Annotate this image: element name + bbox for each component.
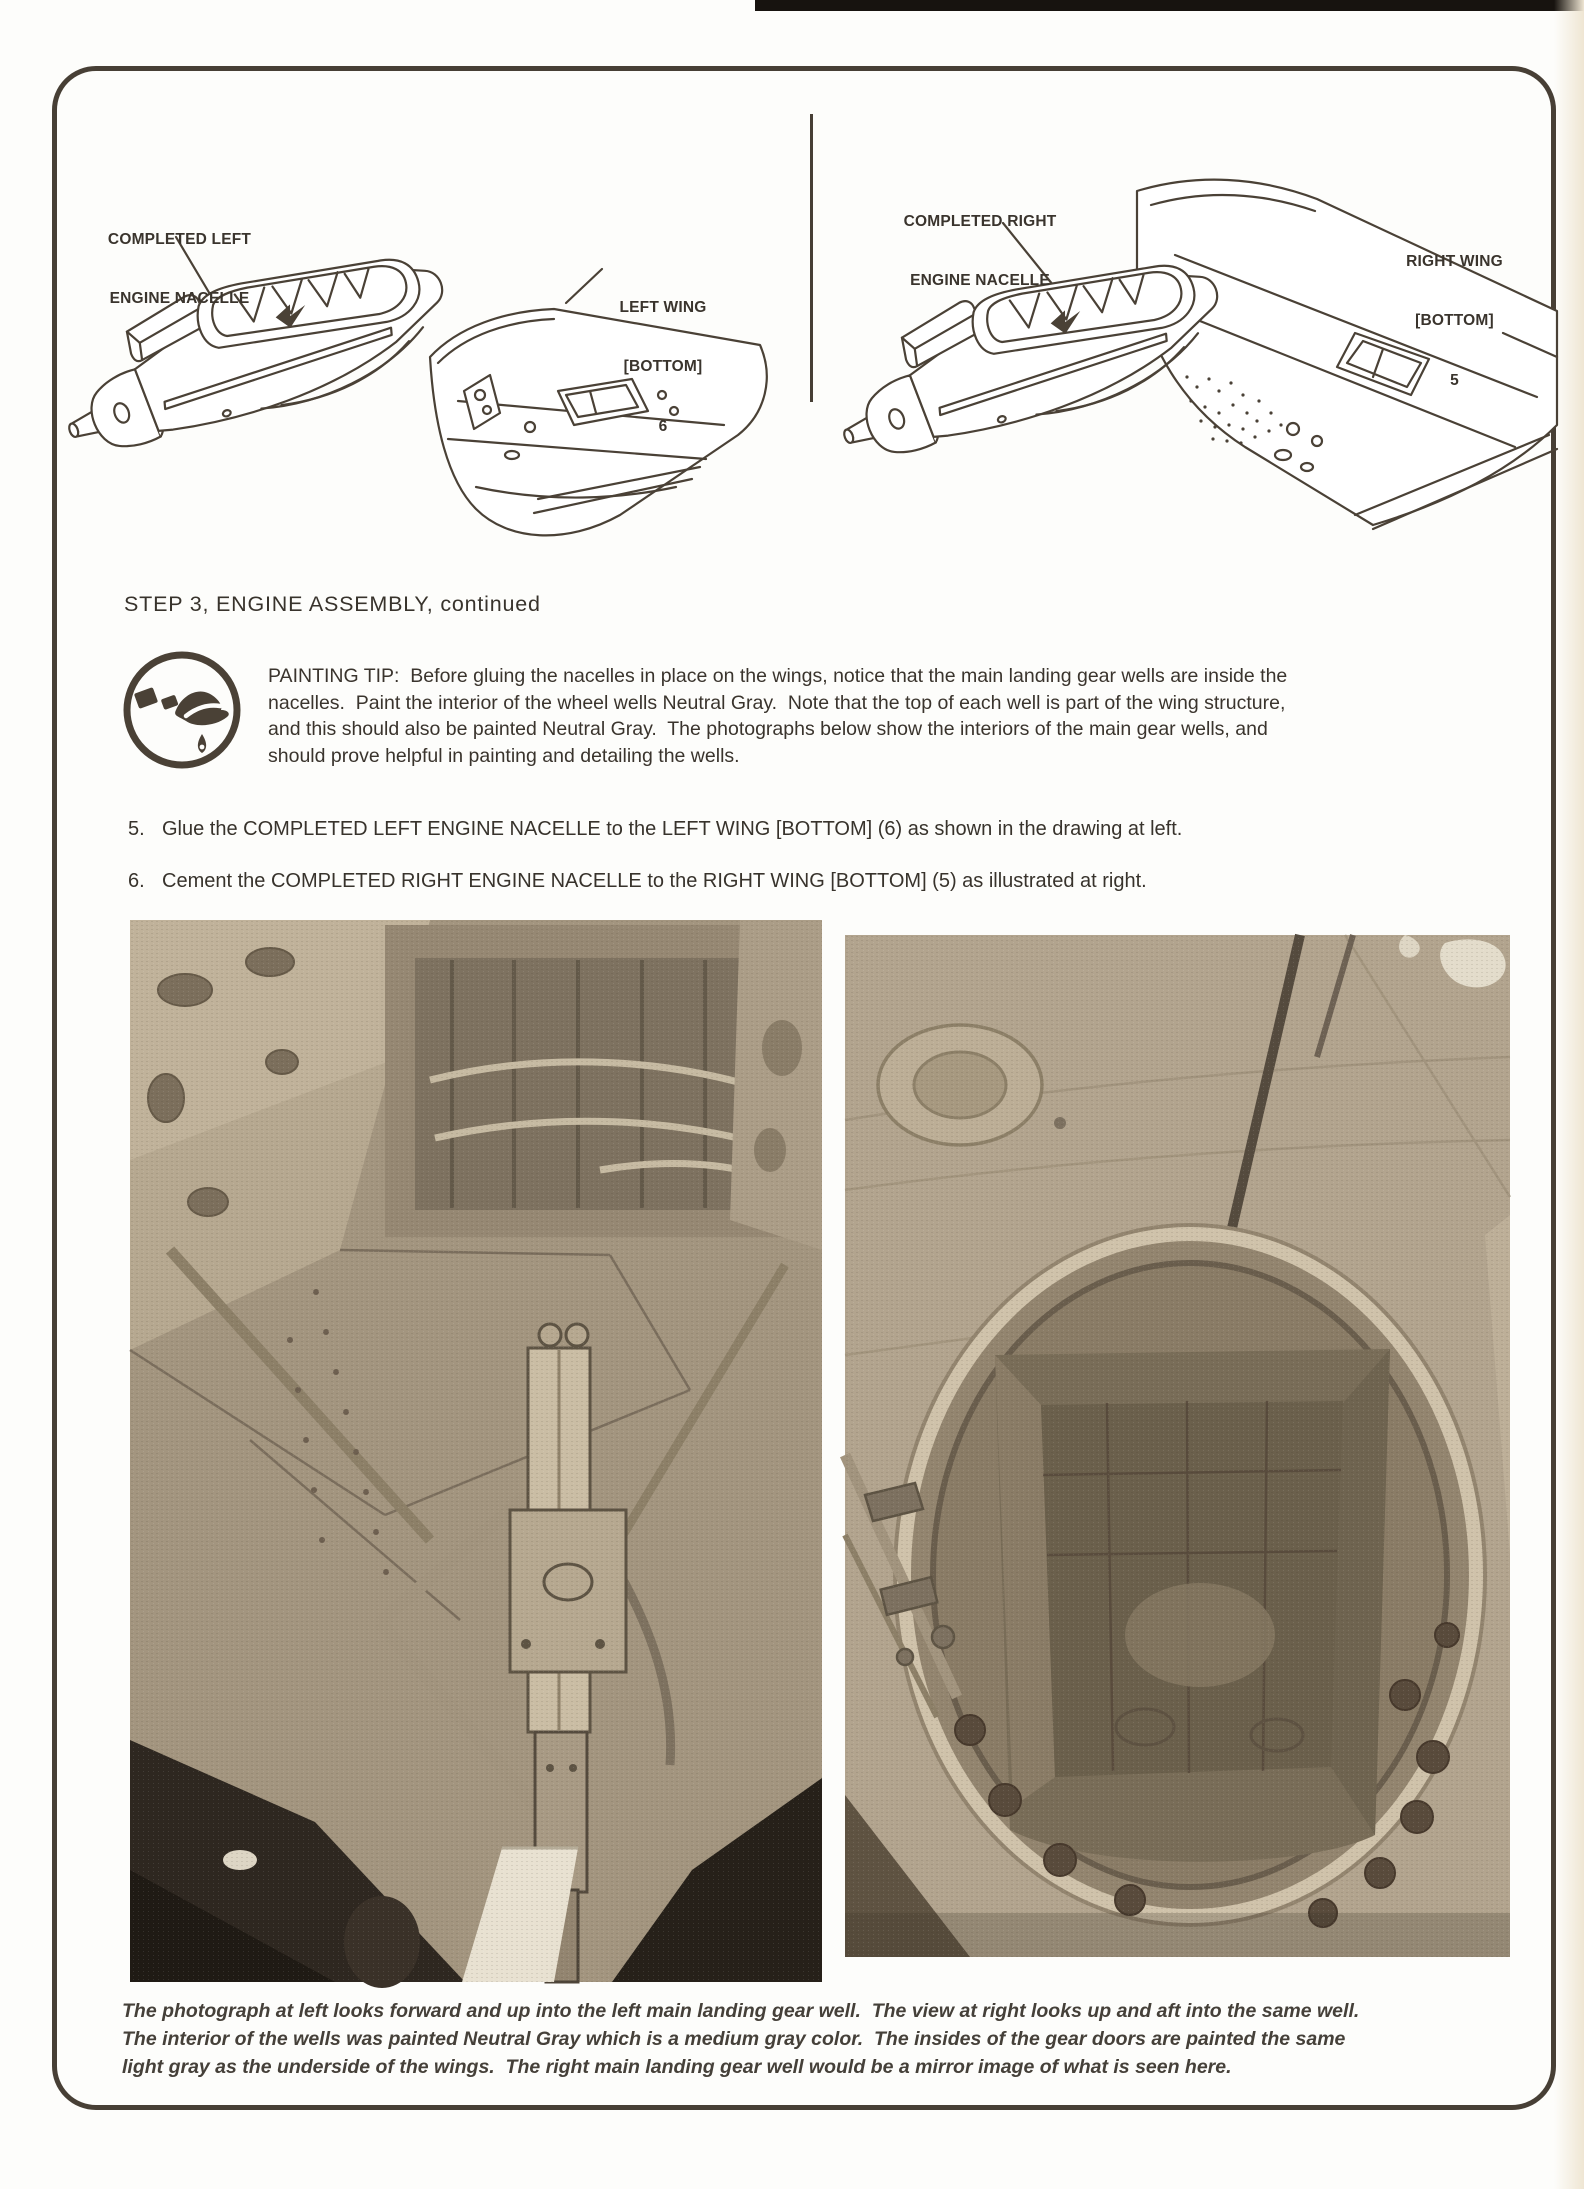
right-nacelle-label (886, 172, 1074, 331)
diagram-divider-line (810, 114, 813, 402)
label-line: [BOTTOM] (1415, 312, 1494, 330)
label-line: COMPLETED LEFT (107, 230, 252, 248)
step-6 (128, 870, 1448, 893)
scan-artifact-top-bar (755, 0, 1584, 11)
painting-tip-line: PAINTING TIP: Before gluing the nacelles in place on the wings, notice that the main landing gear wells are inside the (268, 665, 1288, 687)
label-line: LEFT WING (619, 298, 707, 316)
label-line: ENGINE NACELLE (109, 290, 250, 308)
label-line: [BOTTOM] (623, 358, 703, 376)
painting-tip (268, 663, 1538, 769)
left-nacelle-label (92, 190, 267, 349)
right-gear-well-photo (845, 935, 1510, 1957)
left-gear-well-photo (130, 920, 822, 1982)
step-number: 6. (128, 870, 145, 892)
label-line: RIGHT WING (1406, 252, 1503, 270)
caption-line: light gray as the underside of the wings. The right main landing gear well would be a mirror image of what is seen here. (122, 2056, 1232, 2078)
photo-caption (122, 1997, 1542, 2081)
paintbrush-icon (120, 648, 244, 772)
label-line: COMPLETED RIGHT (903, 212, 1057, 230)
step-text: Glue the COMPLETED LEFT ENGINE NACELLE to the LEFT WING [BOTTOM] (6) as shown in the drawing at left. (162, 818, 1183, 840)
label-line: ENGINE NACELLE (910, 272, 1050, 290)
painting-tip-line: nacelles. Paint the interior of the wheel wells Neutral Gray. Note that the top of each well is part of the wing structure, (268, 691, 1286, 714)
painting-tip-line: and this should also be painted Neutral Gray. The photographs below show the interiors of the main gear wells, and (268, 718, 1268, 740)
part-number: 6 (658, 417, 668, 435)
step-5 (128, 818, 1448, 841)
painting-tip-line: should prove helpful in painting and detailing the wells. (268, 744, 740, 767)
caption-line: The photograph at left looks forward and up into the left main landing gear well. The view at right looks up and aft into the same well. (122, 2000, 1360, 2022)
right-wing-label (1382, 212, 1527, 430)
caption-line: The interior of the wells was painted Neutral Gray which is a medium gray color. The insides of the gear doors are painted the same (122, 2028, 1346, 2050)
left-wing-label (588, 258, 738, 476)
part-number: 5 (1450, 371, 1459, 389)
step-number: 5. (128, 818, 145, 840)
step-text: Cement the COMPLETED RIGHT ENGINE NACELLE to the RIGHT WING [BOTTOM] (5) as illustrated at right. (162, 870, 1147, 892)
step-heading: STEP 3, ENGINE ASSEMBLY, continued (124, 592, 541, 616)
